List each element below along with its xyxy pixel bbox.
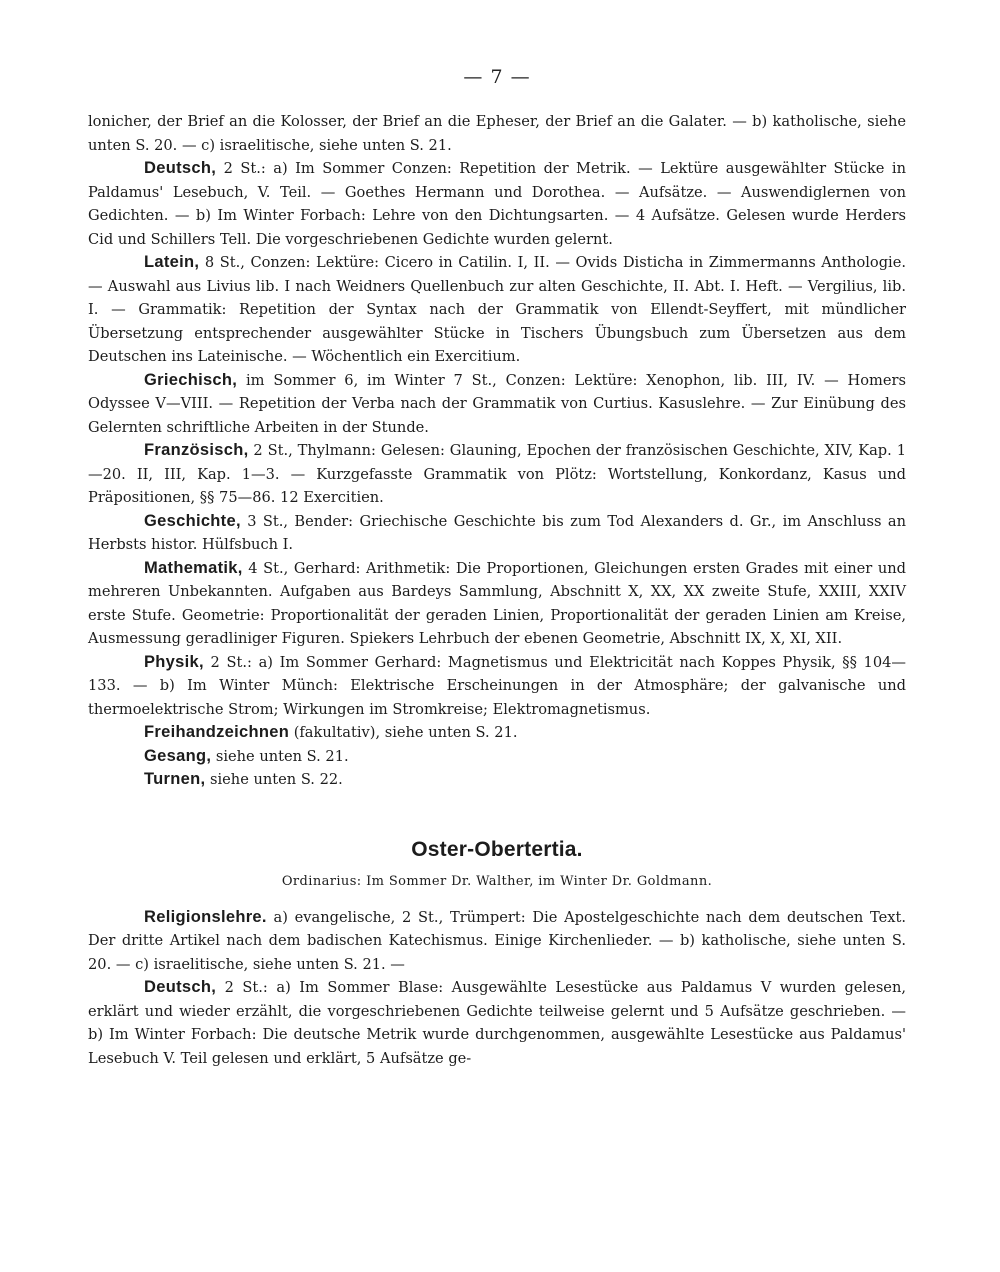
section-title: Oster-Obertertia. bbox=[411, 837, 583, 861]
subject-heading: Geschichte, bbox=[144, 511, 241, 530]
paragraph-text: 2 St., Thylmann: Gelesen: Glauning, Epochen der französischen Geschichte, XIV, Kap. 1—20. II, III, Kap. 1—3. — Kurzgefasste Grammatik von Plötz: Wortstellung, Konkordanz, Kasus und Präpositionen, §§ 75—86. 12 Exercitien. bbox=[88, 442, 906, 506]
subject-heading: Freihandzeichnen bbox=[144, 723, 290, 741]
paragraph-turnen bbox=[88, 768, 906, 792]
paragraph-text: lonicher, der Brief an die Kolosser, der Brief an die Epheser, der Brief an die Galater. — b) katholische, siehe unten S. 20. — c) israelitische, siehe unten S. 21. bbox=[88, 113, 906, 154]
paragraph-text: 8 St., Conzen: Lektüre: Cicero in Catilin. I, II. — Ovids Disticha in Zimmermanns Anthologie. — Auswahl aus Livius lib. I nach Weidners Quellenbuch zur alten Geschichte, II. Abt. I. Heft. — Vergilius, lib. I. — Grammatik: Repetition der Syntax nach der Grammatik von Ellendt-Seyffert, mit mündlicher Übersetzung entsprechender ausgewählter Stücke in Tischers Übungsbuch zum Übersetzen aus dem Deutschen ins Lateinische. — Wöchentlich ein Exercitium. bbox=[88, 254, 906, 365]
paragraph-text: im Sommer 6, im Winter 7 St., Conzen: Lektüre: Xenophon, lib. III, IV. — Homers Odyssee V—VIII. — Repetition der Verba nach der Grammatik von Curtius. Kasuslehre. — Zur Einübung des Gelernten schriftliche Arbeiten in der Stunde. bbox=[88, 371, 906, 436]
paragraph-text: 2 St.: a) Im Sommer Gerhard: Magnetismus und Elektricität nach Koppes Physik, §§ 104—133. — b) Im Winter Münch: Elektrische Erscheinungen in der Atmosphäre; der galvanische und thermoelektrische Strom; Wirkungen im Stromkreise; Elektromagnetismus. bbox=[88, 653, 906, 718]
paragraph-text: 2 St.: a) Im Sommer Conzen: Repetition der Metrik. — Lektüre ausgewählter Stücke in Paldamus' Lesebuch, V. Teil. — Goethes Hermann und Dorothea. — Aufsätze. — Auswendiglernen von Gedichten. — b) Im Winter Forbach: Lehre von den Dichtungsarten. — 4 Aufsätze. Gelesen wurde Herders Cid und Schillers Tell. Die vorgeschriebenen Gedichte wurden gelernt. bbox=[88, 160, 906, 248]
ordinarius-line: Ordinarius: Im Sommer Dr. Walther, im Winter Dr. Goldmann. bbox=[281, 873, 713, 889]
paragraph-geschichte bbox=[88, 510, 906, 557]
subject-heading: Religionslehre. bbox=[144, 907, 267, 926]
paragraph-text: 3 St., Bender: Griechische Geschichte bis zum Tod Alexanders d. Gr., im Anschluss an Herbsts histor. Hülfsbuch I. bbox=[88, 512, 906, 553]
paragraph-physik bbox=[88, 651, 906, 722]
subject-heading: Gesang, bbox=[144, 746, 212, 765]
paragraph-deutsch bbox=[88, 157, 906, 251]
section-subject-list bbox=[88, 906, 906, 1071]
paragraph-franzoesisch bbox=[88, 439, 906, 510]
page-number: — 7 — bbox=[463, 66, 531, 88]
subject-heading: Griechisch, bbox=[144, 370, 238, 389]
paragraph-text: siehe unten S. 22. bbox=[205, 771, 343, 788]
paragraph-mathematik bbox=[88, 557, 906, 651]
document-page bbox=[88, 60, 906, 1070]
subject-heading: Mathematik, bbox=[144, 558, 243, 577]
paragraph-text: (fakultativ), siehe unten S. 21. bbox=[289, 724, 518, 741]
paragraph-freihandzeichnen bbox=[88, 721, 906, 745]
subject-heading: Deutsch, bbox=[144, 159, 217, 177]
paragraph-latein bbox=[88, 251, 906, 369]
paragraph-deutsch-obertertia bbox=[88, 976, 906, 1070]
subject-heading: Turnen, bbox=[144, 770, 206, 788]
paragraph-gesang bbox=[88, 745, 906, 769]
paragraph-text: 4 St., Gerhard: Arithmetik: Die Proportionen, Gleichungen ersten Grades mit einer und mehreren Unbekannten. Aufgaben aus Bardeys Sammlung, Abschnitt X, XX, XX zweite Stufe, XXIII, XXIV erste Stufe. Geometrie: Proportionalität der geraden Linien, Proportionalität der geraden Linien am Kreise, Ausmessung geradliniger Figuren. Spiekers Lehrbuch der ebenen Geometrie, Abschnitt IX, X, XI, XII. bbox=[88, 559, 906, 647]
subject-heading: Latein, bbox=[144, 253, 200, 271]
paragraph-continuation bbox=[88, 110, 906, 157]
paragraph-religionslehre bbox=[88, 906, 906, 977]
subject-list bbox=[88, 110, 906, 792]
paragraph-text: siehe unten S. 21. bbox=[211, 747, 349, 765]
subject-heading: Französisch, bbox=[144, 441, 249, 459]
paragraph-text: 2 St.: a) Im Sommer Blase: Ausgewählte Lesestücke aus Paldamus V wurden gelesen, erklärt und wieder erzählt, die vorgeschriebenen Gedichte teilweise gelernt und 5 Aufsätze geschrieben. — b) Im Winter Forbach: Die deutsche Metrik wurde durchgenommen, ausgewählte Lesestücke aus Paldamus' Lesebuch V. Teil gelesen und erklärt, 5 Aufsätze ge- bbox=[88, 979, 906, 1067]
paragraph-text: a) evangelische, 2 St., Trümpert: Die Apostelgeschichte nach dem deutschen Text. Der dritte Artikel nach dem badischen Katechismus. Einige Kirchenlieder. — b) katholische, siehe unten S. 20. — c) israelitische, siehe unten S. 21. — bbox=[88, 908, 906, 973]
subject-heading: Physik, bbox=[144, 652, 204, 671]
paragraph-griechisch bbox=[88, 369, 906, 440]
subject-heading: Deutsch, bbox=[144, 978, 217, 996]
